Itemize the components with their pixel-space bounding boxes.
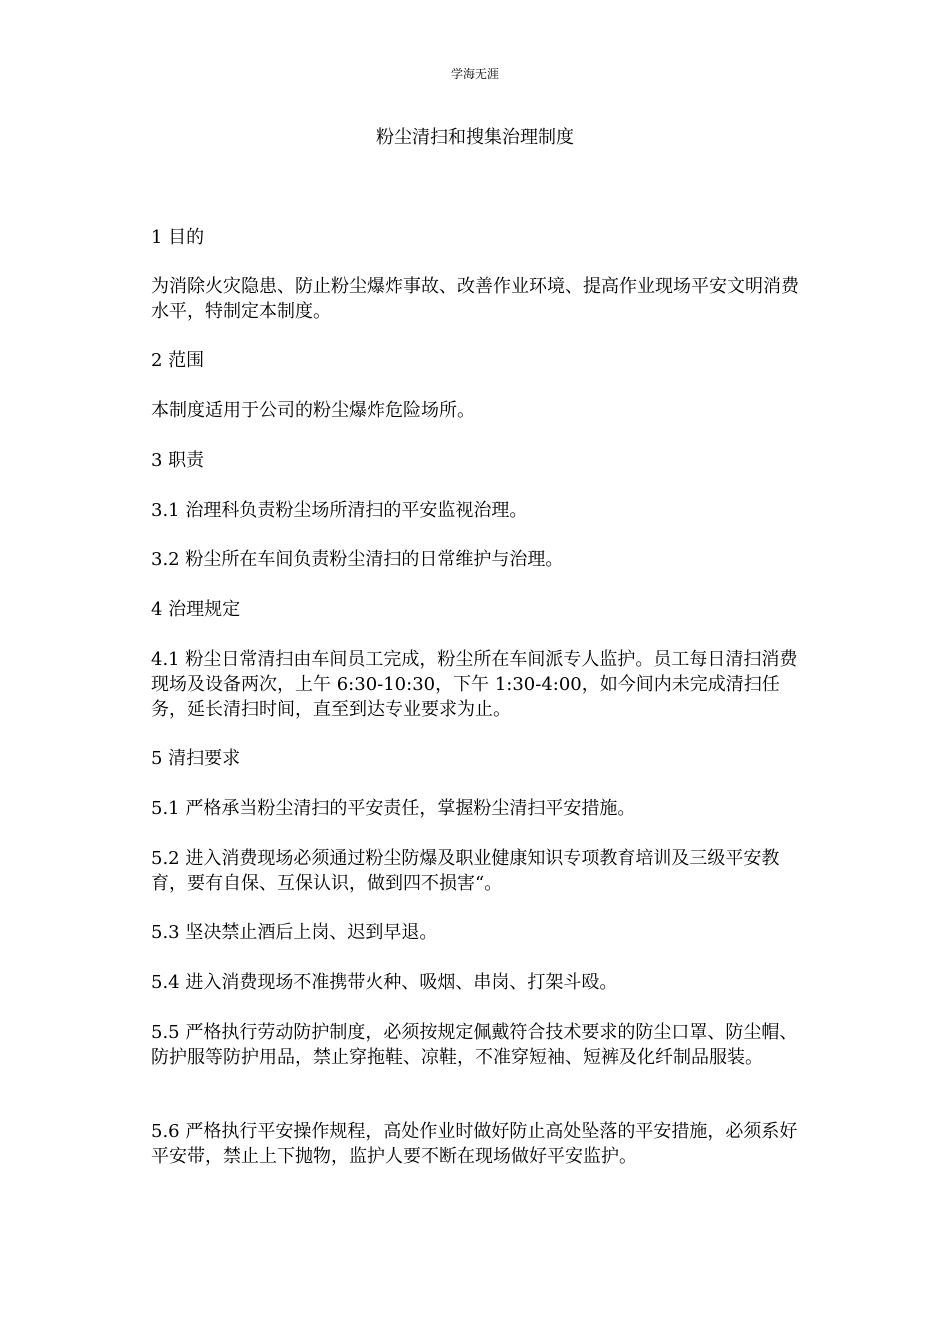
paragraph-requirement-5-1: 5.1 严格承当粉尘清扫的平安责任，掌握粉尘清扫平安措施。 (151, 798, 636, 819)
page-header: 学海无涯 (450, 67, 499, 81)
paragraph-regulation-4-1: 4.1 粉尘日常清扫由车间员工完成，粉尘所在车间派专人监护。员工每日清扫消费现场及设备两次，上午 6:30-10:30，下午 1:30-4:00，如今间内未完成清扫任务，延长清扫时间，直至到达专业要求为止。 (151, 649, 798, 720)
section-heading-requirements: 5 清扫要求 (151, 748, 241, 769)
paragraph-duty-3-1: 3.1 治理科负责粉尘场所清扫的平安监视治理。 (151, 500, 528, 521)
paragraph-requirement-5-5: 5.5 严格执行劳动防护制度，必须按规定佩戴符合技术要求的防尘口罩、防尘帽、防护服等防护用品，禁止穿拖鞋、凉鞋，不准穿短袖、短裤及化纤制品服装。 (151, 1022, 798, 1068)
paragraph-scope: 本制度适用于公司的粉尘爆炸危险场所。 (151, 400, 475, 421)
paragraph-duty-3-2: 3.2 粉尘所在车间负责粉尘清扫的日常维护与治理。 (151, 549, 564, 570)
section-heading-duties: 3 职责 (151, 450, 205, 471)
paragraph-requirement-5-4: 5.4 进入消费现场不准携带火种、吸烟、串岗、打架斗殴。 (151, 972, 618, 993)
section-heading-purpose: 1 目的 (151, 227, 205, 248)
document-title: 粉尘清扫和搜集治理制度 (376, 127, 574, 148)
section-heading-regulations: 4 治理规定 (151, 599, 241, 620)
paragraph-requirement-5-2: 5.2 进入消费现场必须通过粉尘防爆及职业健康知识专项教育培训及三级平安教育，要有自保、互保认识，做到四不损害“。 (151, 848, 780, 894)
paragraph-requirement-5-3: 5.3 坚决禁止酒后上岗、迟到早退。 (151, 922, 438, 943)
section-heading-scope: 2 范围 (151, 350, 205, 371)
paragraph-purpose: 为消除火灾隐患、防止粉尘爆炸事故、改善作业环境、提高作业现场平安文明消费水平，特制定本制度。 (151, 276, 799, 322)
paragraph-requirement-5-6: 5.6 严格执行平安操作规程，高处作业时做好防止高处坠落的平安措施，必须系好平安带，禁止上下抛物，监护人要不断在现场做好平安监护。 (151, 1121, 798, 1167)
